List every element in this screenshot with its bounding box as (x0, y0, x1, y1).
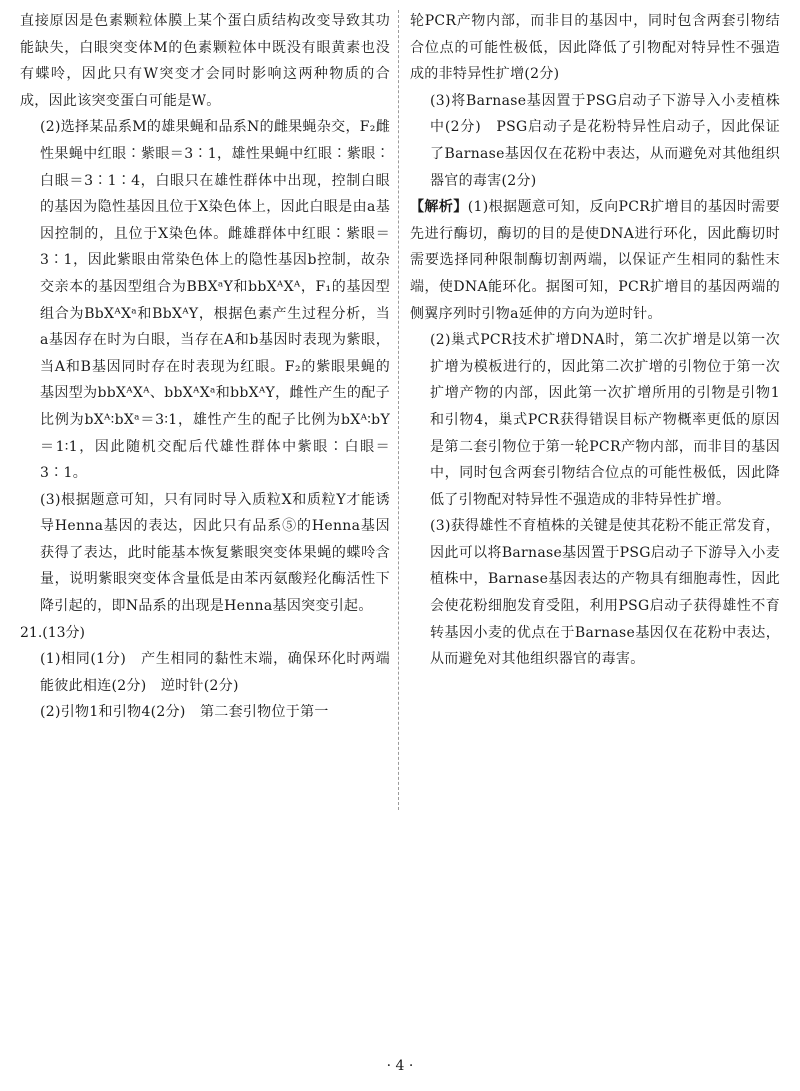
right-column (410, 8, 780, 673)
paragraph: (3)将Barnase基因置于PSG启动子下游导入小麦植株中(2分) PSG启动子是花粉特异性启动子，因此保证了Barnase基因仅在花粉中表达，从而避免对其他组织器官的毒害(2分) (430, 92, 780, 189)
paragraph: (3)获得雄性不育植株的关键是使其花粉不能正常发育，因此可以将Barnase基因置于PSG启动子下游导入小麦植株中，Barnase基因表达的产物具有细胞毒性，因此会使花粉细胞发育受阻，利用PSG启动子获得雄性不育转基因小麦的优点在于Barnase基因仅在花粉中表达，从而避免对其他组织器官的毒害。 (430, 518, 780, 668)
column-divider (398, 10, 399, 810)
analysis-label: 【解析】 (410, 199, 468, 216)
analysis-text: (1)根据题意可知，反向PCR扩增目的基因时需要先进行酶切，酶切的目的是使DNA进行环化，因此酶切时需要选择同种限制酶切割两端，以保证产生相同的黏性末端，使DNA能环化。据图可知，PCR扩增目的基因两端的侧翼序列时引物a延伸的方向为逆时针。 (410, 199, 781, 322)
answer-line: (1)相同(1分) 产生相同的黏性末端，确保环化时两端能彼此相连(2分) 逆时针(2分) (40, 651, 390, 694)
paragraph: (2)选择某品系M的雄果蝇和品系N的雌果蝇杂交，F₂雌性果蝇中红眼∶紫眼＝3∶1，雄性果蝇中红眼∶紫眼∶白眼＝3∶1∶4，白眼只在雄性群体中出现，控制白眼的基因为隐性基因且位于X染色体上，因此白眼是由a基因控制的，且位于X染色体。雌雄群体中红眼∶紫眼＝3∶1，因此紫眼由常染色体上的隐性基因b控制，故杂交亲本的基因型组合为BBXᵃY和bbXᴬXᴬ，F₁的基因型组合为BbXᴬXᵃ和BbXᴬY，根据色素产生过程分析，当a基因存在时为白眼，当存在A和b基因时表现为紫眼，当A和B基因同时存在时表现为红眼。F₂的紫眼果蝇的基因型为bbXᴬXᴬ、bbXᴬXᵃ和bbXᴬY，雌性产生的配子比例为bXᴬ∶bXᵃ＝3∶1，雄性产生的配子比例为bXᴬ∶bY＝1∶1，因此随机交配后代雄性群体中紫眼∶白眼＝3∶1。 (40, 119, 390, 482)
paragraph: (3)根据题意可知，只有同时导入质粒X和质粒Y才能诱导Henna基因的表达，因此只有品系⑤的Henna基因获得了表达，此时能基本恢复紫眼突变体果蝇的蝶呤含量，说明紫眼突变体含量低是由苯丙氨酸羟化酶活性下降引起的，即N品系的出现是Henna基因突变引起。 (40, 491, 390, 615)
page-number: · 4 · (386, 1058, 414, 1074)
paragraph: 直接原因是色素颗粒体膜上某个蛋白质结构改变导致其功能缺失，白眼突变体M的色素颗粒体中既没有眼黄素也没有蝶呤，因此只有W突变才会同时影响这两种物质的合成，因此该突变蛋白可能是W。 (20, 13, 390, 109)
left-column (20, 8, 390, 726)
question-number: 21.(13分) (20, 624, 86, 641)
paragraph: 轮PCR产物内部，而非目的基因中，同时包含两套引物结合位点的可能性极低，因此降低了引物配对特异性不强造成的非特异性扩增(2分) (410, 13, 780, 83)
answer-line: (2)引物1和引物4(2分) 第二套引物位于第一 (40, 704, 329, 721)
analysis-paragraph (410, 194, 780, 327)
paragraph: (2)巢式PCR技术扩增DNA时，第二次扩增是以第一次扩增为模板进行的，因此第二次扩增的引物位于第一次扩增产物的内部，因此第一次扩增所用的引物是引物1和引物4，巢式PCR获得错误目标产物概率更低的原因是第二套引物位于第一轮PCR产物内部，而非目的基因中，同时包含两套引物结合位点的可能性极低，因此降低了引物配对特异性不强造成的非特异性扩增。 (430, 332, 780, 508)
